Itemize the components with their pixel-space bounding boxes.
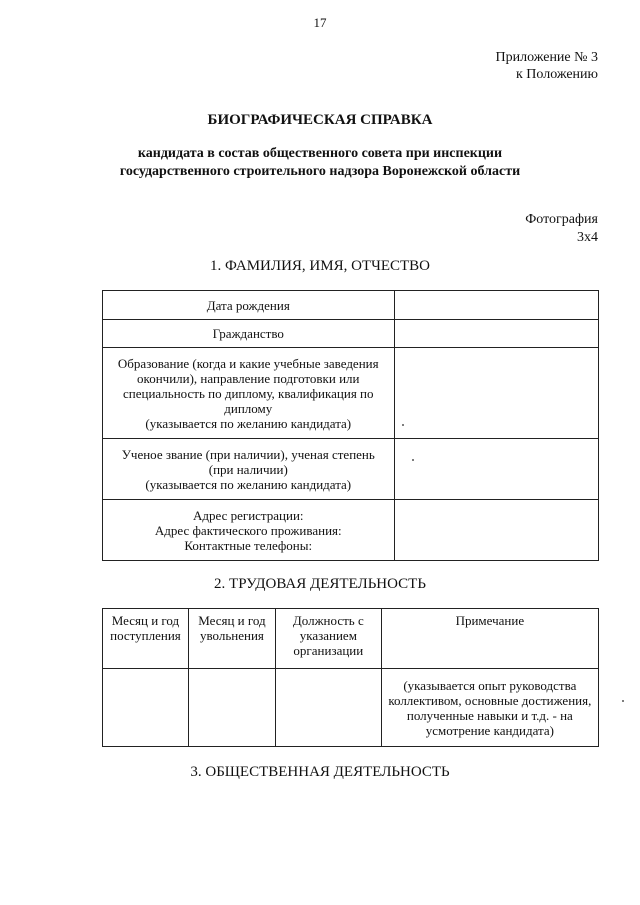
appendix-line-1: Приложение № 3 [495, 50, 598, 65]
section-heading-3: 3. ОБЩЕСТВЕННАЯ ДЕЯТЕЛЬНОСТЬ [190, 764, 450, 780]
citizenship-value-cell[interactable] [394, 320, 598, 348]
address-contacts-value-cell[interactable] [394, 500, 598, 561]
table-row [103, 500, 599, 561]
photo-placeholder-label [525, 211, 598, 247]
birth-date-label: Дата рождения [103, 291, 395, 320]
start-date-cell[interactable] [103, 669, 189, 747]
document-title: БИОГРАФИЧЕСКАЯ СПРАВКА [207, 112, 433, 128]
table-row [103, 669, 599, 747]
position-header: Должность с указанием организации [275, 609, 381, 669]
position-cell[interactable] [275, 669, 381, 747]
table-row [103, 320, 599, 348]
note-cell: (указывается опыт руководства коллективом, основные достижения, полученные навыки и т.д. - на усмотрение кандидата) [381, 669, 598, 747]
end-date-header: Месяц и год увольнения [188, 609, 275, 669]
scan-artifact [412, 459, 414, 461]
note-header: Примечание [381, 609, 598, 669]
education-label: Образование (когда и какие учебные заведения окончили), направление подготовки или специальность по диплому, квалификация по диплому (указывается по желанию кандидата) [103, 348, 395, 439]
section-heading-1: 1. ФАМИЛИЯ, ИМЯ, ОТЧЕСТВО [209, 258, 430, 274]
biography-table [102, 290, 599, 561]
subtitle-line-2: государственного строительного надзора Воронежской области [119, 164, 521, 179]
page-number: 17 [313, 15, 327, 30]
table-row [103, 609, 599, 669]
start-date-header: Месяц и год поступления [103, 609, 189, 669]
table-row [103, 348, 599, 439]
subtitle-line-1: кандидата в состав общественного совета при инспекции [137, 146, 503, 161]
photo-size: 3х4 [577, 230, 598, 245]
table-row [103, 291, 599, 320]
scan-artifact [622, 700, 624, 702]
document-subtitle [0, 145, 640, 181]
education-value-cell[interactable] [394, 348, 598, 439]
appendix-reference [496, 49, 599, 83]
birth-date-value-cell[interactable] [394, 291, 598, 320]
scan-artifact [402, 424, 404, 426]
address-contacts-label: Адрес регистрации: Адрес фактического проживания: Контактные телефоны: [103, 500, 395, 561]
academic-title-value-cell[interactable] [394, 439, 598, 500]
academic-title-label: Ученое звание (при наличии), ученая степень (при наличии) (указывается по желанию кандидата) [103, 439, 395, 500]
appendix-line-2: к Положению [515, 67, 598, 82]
table-row [103, 439, 599, 500]
photo-label: Фотография [525, 212, 598, 227]
end-date-cell[interactable] [188, 669, 275, 747]
work-history-table [102, 608, 599, 747]
section-heading-2: 2. ТРУДОВАЯ ДЕЯТЕЛЬНОСТЬ [214, 576, 426, 592]
citizenship-label: Гражданство [103, 320, 395, 348]
